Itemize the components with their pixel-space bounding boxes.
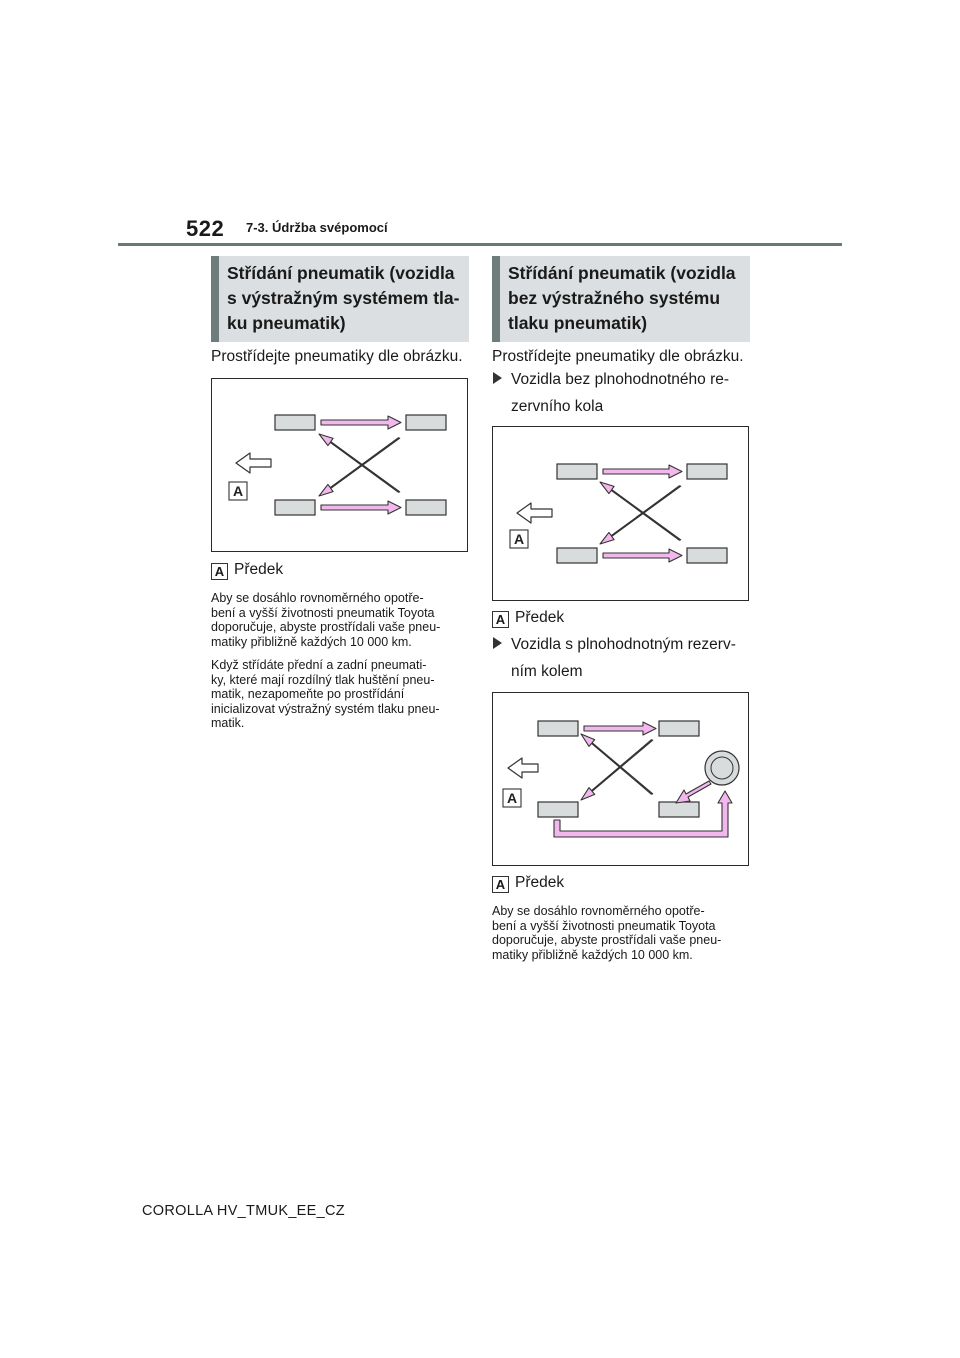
- page-number: 522: [186, 216, 225, 241]
- right-heading-line: Střídání pneumatik (vozidla: [508, 263, 736, 283]
- left-heading-line: Střídání pneumatik (vozidla: [227, 263, 455, 283]
- left-heading-line: ku pneumatik): [227, 313, 346, 333]
- front-right-tire-icon: [687, 464, 727, 479]
- front-direction-arrow-icon: [508, 758, 538, 778]
- rotation-diagram-svg: [493, 693, 748, 865]
- right-heading: [492, 256, 750, 342]
- section-title: 7-3. Údržba svépomocí: [246, 220, 388, 235]
- front-left-tire-icon: [557, 464, 597, 479]
- left-rotation-diagram: [211, 378, 468, 552]
- bullet-line: ním kolem: [511, 663, 583, 680]
- left-instruction: Prostřídejte pneumatiky dle obrázku.: [211, 348, 463, 365]
- cross-arrow-icon: [600, 486, 681, 544]
- front-right-tire-icon: [659, 721, 699, 736]
- left-legend: [211, 560, 283, 580]
- note-line: matiky přibližně každých 10 000 km.: [211, 634, 412, 649]
- arrow-icon: [321, 416, 401, 429]
- front-left-tire-icon: [275, 415, 315, 430]
- bullet-arrow-icon: [493, 372, 502, 384]
- rotation-diagram-svg: [212, 379, 467, 551]
- note-paragraph: [211, 658, 473, 731]
- marker-a-label: A: [513, 531, 525, 547]
- note-line: doporučuje, abyste prostřídali vaše pneu-: [492, 933, 722, 947]
- note-line: matiky přibližně každých 10 000 km.: [492, 947, 693, 962]
- rear-left-tire-icon: [538, 802, 578, 817]
- rear-right-tire-icon: [687, 548, 727, 563]
- right-heading-line: tlaku pneumatik): [508, 313, 648, 333]
- front-direction-arrow-icon: [517, 503, 552, 523]
- arrow-icon: [584, 722, 656, 735]
- front-right-tire-icon: [406, 415, 446, 430]
- note-line: Když střídáte přední a zadní pneumati-: [211, 658, 427, 672]
- note-paragraph: [211, 591, 473, 649]
- spare-tire-rim-icon: [711, 757, 733, 779]
- cross-arrow-icon: [581, 734, 653, 794]
- rotation-diagram-svg: [493, 427, 748, 600]
- bullet-no-full-spare: [493, 366, 771, 420]
- bullet-full-spare: [493, 631, 771, 685]
- marker-a-box: A: [492, 876, 509, 893]
- front-direction-arrow-icon: [236, 453, 271, 473]
- bullet-line: Vozidla bez plnohodnotného re-: [511, 371, 730, 388]
- left-heading: [211, 256, 469, 342]
- arrow-icon: [603, 549, 682, 562]
- bullet-arrow-icon: [493, 637, 502, 649]
- right-rotation-diagram-no-spare: [492, 426, 749, 601]
- note-line: Aby se dosáhlo rovnoměrného opotře-: [492, 904, 705, 918]
- rear-right-tire-icon: [659, 802, 699, 817]
- legend-text: Předek: [234, 561, 284, 578]
- right-legend-2: [492, 873, 564, 893]
- bullet-line: Vozidla s plnohodnotným rezerv-: [511, 636, 736, 653]
- note-line: inicializovat výstražný systém tlaku pneu-: [211, 701, 440, 716]
- spare-to-rear-arrow-icon: [676, 781, 711, 803]
- legend-text: Předek: [515, 874, 565, 891]
- right-legend-1: [492, 608, 564, 628]
- note-paragraph: [492, 904, 754, 962]
- header-rule: [118, 243, 842, 246]
- right-rotation-diagram-with-spare: [492, 692, 749, 866]
- rear-right-tire-icon: [406, 500, 446, 515]
- right-note: [492, 904, 754, 971]
- note-line: Aby se dosáhlo rovnoměrného opotře-: [211, 591, 424, 605]
- note-line: bení a vyšší životnosti pneumatik Toyota: [211, 605, 435, 620]
- bullet-line: zervního kola: [511, 398, 604, 415]
- right-instruction: Prostřídejte pneumatiky dle obrázku.: [492, 348, 744, 365]
- rear-to-spare-loop-arrow-icon: [554, 791, 732, 837]
- marker-a-label: A: [232, 483, 244, 499]
- note-line: ky, které mají rozdílný tlak huštění pneu-: [211, 672, 435, 687]
- cross-arrow-icon: [319, 438, 400, 496]
- front-left-tire-icon: [538, 721, 578, 736]
- note-line: matik, nezapomeňte po prostřídání: [211, 687, 405, 701]
- note-line: matik.: [211, 716, 245, 730]
- right-heading-line: bez výstražného systému: [508, 288, 721, 308]
- cross-arrow-icon: [600, 482, 681, 540]
- footer-model-code: COROLLA HV_TMUK_EE_CZ: [142, 1203, 345, 1219]
- note-line: bení a vyšší životnosti pneumatik Toyota: [492, 918, 716, 933]
- arrow-icon: [321, 501, 401, 514]
- rear-left-tire-icon: [557, 548, 597, 563]
- legend-text: Předek: [515, 609, 565, 626]
- note-line: doporučuje, abyste prostřídali vaše pneu-: [211, 620, 441, 634]
- marker-a-box: A: [492, 611, 509, 628]
- marker-a-label: A: [506, 790, 518, 806]
- arrow-icon: [603, 465, 682, 478]
- rear-left-tire-icon: [275, 500, 315, 515]
- left-notes: [211, 591, 473, 740]
- marker-a-box: A: [211, 563, 228, 580]
- cross-arrow-icon: [319, 434, 400, 492]
- cross-arrow-icon: [581, 740, 653, 800]
- left-heading-line: s výstražným systémem tla-: [227, 288, 460, 308]
